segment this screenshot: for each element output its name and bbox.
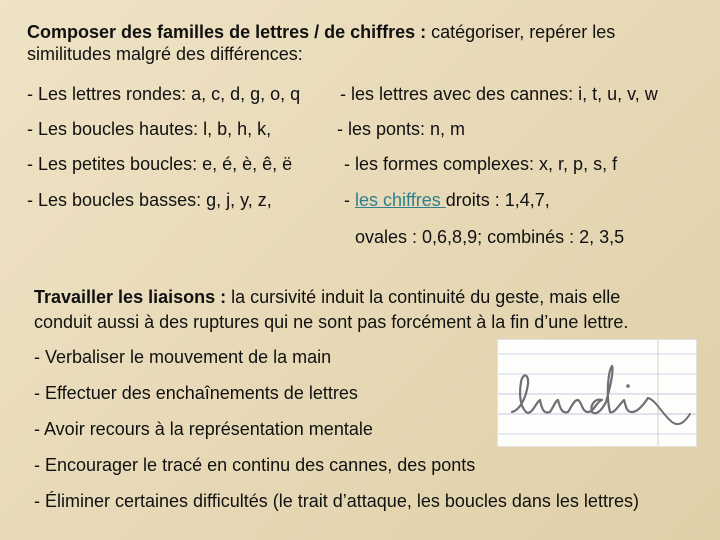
family-rondes: - Les lettres rondes: a, c, d, g, o, q	[27, 84, 301, 104]
family-cannes: - les lettres avec des cannes: i, t, u, v, w	[340, 84, 658, 104]
liaison-item-verbaliser: - Verbaliser le mouvement de la main	[34, 347, 332, 367]
handwriting-sample-image	[497, 339, 697, 447]
family-formes-complexes: - les formes complexes: x, r, p, s, f	[344, 154, 618, 174]
family-boucles-basses: - Les boucles basses: g, j, y, z,	[27, 190, 272, 210]
liaison-item-representation: - Avoir recours à la représentation mentale	[34, 419, 373, 439]
chiffres-prefix: -	[344, 190, 355, 210]
lundi-handwriting	[498, 340, 696, 446]
chiffres-link[interactable]: les chiffres	[355, 190, 446, 210]
section1-heading-bold: Composer des familles de lettres / de chiffres :	[27, 22, 427, 42]
liaison-item-eliminer: - Éliminer certaines difficultés (le trait d’attaque, les boucles dans les lettres)	[34, 491, 639, 511]
family-petites-boucles: - Les petites boucles: e, é, è, ê, ë	[27, 154, 293, 174]
chiffres-line2: ovales : 0,6,8,9; combinés : 2, 3,5	[355, 227, 625, 247]
section2-heading-line2: conduit aussi à des ruptures qui ne sont pas forcément à la fin d’une lettre.	[34, 312, 629, 332]
section1-heading-rest: catégoriser, repérer les	[426, 22, 616, 42]
chiffres-rest: droits : 1,4,7,	[445, 190, 550, 210]
section2-heading-bold: Travailler les liaisons :	[34, 287, 227, 307]
section1-heading	[27, 21, 615, 43]
family-ponts: - les ponts: n, m	[337, 119, 466, 139]
family-chiffres	[344, 189, 550, 211]
family-boucles-hautes: - Les boucles hautes: l, b, h, k,	[27, 119, 272, 139]
section2-heading	[34, 286, 620, 308]
liaison-item-enchainements: - Effectuer des enchaînements de lettres	[34, 383, 358, 403]
section1-heading-line2: similitudes malgré des différences:	[27, 44, 303, 64]
liaison-item-trace-continu: - Encourager le tracé en continu des cannes, des ponts	[34, 455, 476, 475]
section2-heading-rest: la cursivité induit la continuité du geste, mais elle	[226, 287, 621, 307]
